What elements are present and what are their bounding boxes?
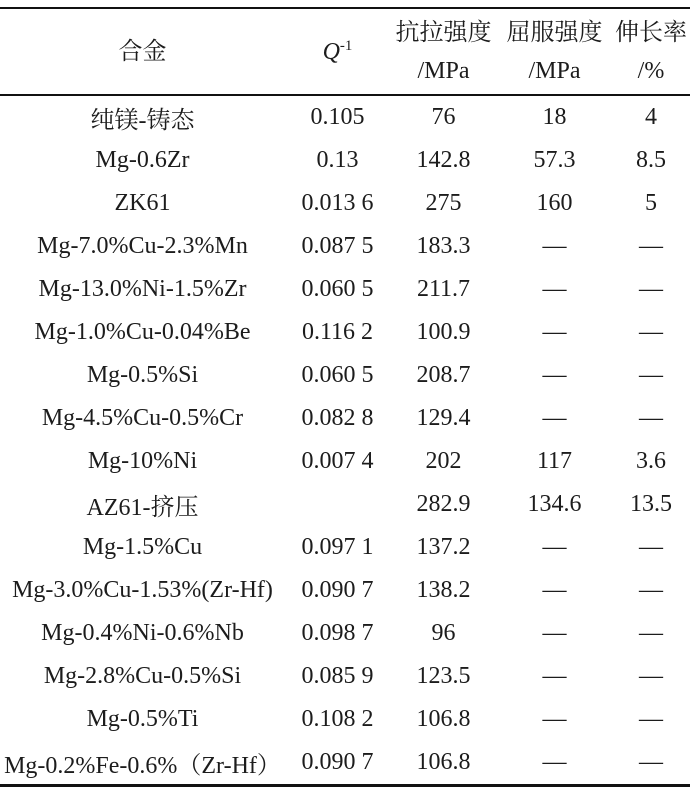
- q-inverse-cell: 0.085 9: [301, 663, 374, 689]
- yield-strength-cell: —: [542, 749, 567, 775]
- yield-strength-cell: 57.3: [533, 147, 576, 173]
- elongation-cell: —: [639, 749, 663, 775]
- alloy-cell: Mg-4.5%Cu-0.5%Cr: [41, 405, 244, 431]
- yield-strength-cell: 117: [536, 448, 573, 474]
- tensile-strength-cell: 138.2: [416, 577, 471, 603]
- alloy-cell: Mg-0.2%Fe-0.6%（Zr-Hf）: [4, 753, 281, 779]
- tensile-strength-cell: 100.9: [416, 319, 471, 345]
- yield-strength-cell: —: [542, 534, 567, 560]
- elongation-cell: 4: [645, 104, 657, 130]
- q-inverse-cell: 0.13: [316, 147, 359, 173]
- q-inverse-cell: 0.087 5: [301, 233, 374, 259]
- table-row: [0, 311, 690, 354]
- yield-strength-unit: /MPa: [528, 57, 581, 84]
- alloy-cell: Mg-7.0%Cu-2.3%Mn: [37, 233, 248, 259]
- q-inverse-cell: 0.060 5: [301, 276, 374, 302]
- table-row: [0, 139, 690, 182]
- yield-strength-cell: —: [542, 577, 567, 603]
- table-row: [0, 526, 690, 569]
- table-row: [0, 741, 690, 786]
- elongation-cell: —: [639, 405, 663, 431]
- tensile-strength-cell: 106.8: [416, 706, 471, 732]
- alloy-cell: Mg-10%Ni: [87, 448, 198, 474]
- elongation-cell: —: [639, 276, 663, 302]
- alloy-cell: Mg-0.6Zr: [95, 147, 190, 173]
- elongation-cell: —: [639, 577, 663, 603]
- alloy-cell: Mg-0.4%Ni-0.6%Nb: [41, 620, 244, 646]
- q-inverse-cell: 0.098 7: [301, 620, 374, 646]
- elongation-cell: 13.5: [630, 491, 672, 517]
- q-inverse-cell: 0.108 2: [301, 706, 374, 732]
- elongation-cell: 8.5: [636, 147, 666, 173]
- alloy-cell: 纯镁-铸态: [90, 108, 195, 134]
- table-row: [0, 569, 690, 612]
- tensile-strength-cell: 96: [431, 620, 456, 646]
- elongation-cell: —: [639, 620, 663, 646]
- yield-strength-cell: —: [542, 663, 567, 689]
- yield-strength-cell: 160: [536, 190, 573, 216]
- q-inverse-cell: 0.090 7: [301, 749, 374, 775]
- tensile-strength-cell: 211.7: [416, 276, 471, 302]
- alloy-cell: Mg-3.0%Cu-1.53%(Zr-Hf): [12, 577, 273, 603]
- alloy-cell: AZ61-挤压: [86, 495, 199, 521]
- table-row: [0, 268, 690, 311]
- table-header: [0, 8, 690, 95]
- q-inverse-cell: 0.116 2: [301, 319, 374, 345]
- table-row: [0, 612, 690, 655]
- yield-strength-cell: —: [542, 362, 567, 388]
- yield-strength-cell: —: [542, 233, 567, 259]
- tensile-strength-column-header: [390, 8, 497, 95]
- tensile-strength-unit: /MPa: [417, 57, 470, 84]
- tensile-strength-cell: 142.8: [416, 147, 471, 173]
- table-body: [0, 95, 690, 786]
- table-row: [0, 655, 690, 698]
- alloy-header-label: 合金: [118, 38, 167, 65]
- alloy-cell: Mg-0.5%Si: [86, 362, 199, 388]
- tensile-strength-cell: 123.5: [416, 663, 471, 689]
- alloy-cell: Mg-13.0%Ni-1.5%Zr: [38, 276, 247, 302]
- elongation-label: 伸长率: [615, 19, 687, 46]
- elongation-cell: —: [639, 663, 663, 689]
- alloy-cell: Mg-1.5%Cu: [82, 534, 203, 560]
- elongation-cell: 3.6: [636, 448, 666, 474]
- q-inverse-cell: 0.060 5: [301, 362, 374, 388]
- tensile-strength-cell: 208.7: [416, 362, 471, 388]
- elongation-cell: —: [639, 233, 663, 259]
- q-inverse-cell: [285, 483, 390, 526]
- table-row: [0, 440, 690, 483]
- q-inverse-cell: 0.007 4: [301, 448, 374, 474]
- tensile-strength-cell: 129.4: [416, 405, 471, 431]
- q-inverse-cell: 0.090 7: [301, 577, 374, 603]
- alloy-column-header: [0, 8, 285, 95]
- elongation-cell: —: [639, 706, 663, 732]
- table-row: [0, 182, 690, 225]
- tensile-strength-cell: 137.2: [416, 534, 471, 560]
- tensile-strength-cell: 275: [425, 190, 462, 216]
- table-row: [0, 698, 690, 741]
- table-row: [0, 354, 690, 397]
- q-inverse-cell: 0.082 8: [301, 405, 374, 431]
- elongation-unit: /%: [637, 57, 665, 84]
- header-row: [0, 8, 690, 95]
- yield-strength-column-header: [497, 8, 612, 95]
- elongation-cell: —: [639, 362, 663, 388]
- alloy-cell: Mg-0.5%Ti: [86, 706, 199, 732]
- yield-strength-cell: —: [542, 319, 567, 345]
- yield-strength-cell: 134.6: [527, 491, 582, 517]
- yield-strength-cell: —: [542, 276, 567, 302]
- yield-strength-cell: —: [542, 620, 567, 646]
- yield-strength-cell: —: [542, 405, 567, 431]
- elongation-cell: 5: [645, 190, 657, 216]
- yield-strength-cell: —: [542, 706, 567, 732]
- table-row: [0, 95, 690, 139]
- table-row: [0, 397, 690, 440]
- alloy-properties-table: [0, 7, 690, 787]
- tensile-strength-cell: 183.3: [416, 233, 471, 259]
- q-inverse-column-header: [285, 8, 390, 95]
- elongation-column-header: [612, 8, 690, 95]
- tensile-strength-cell: 282.9: [416, 491, 471, 517]
- elongation-cell: —: [639, 534, 663, 560]
- table-row: [0, 483, 690, 526]
- q-exponent: -1: [339, 37, 353, 54]
- q-inverse-cell: 0.013 6: [301, 190, 374, 216]
- alloy-cell: Mg-1.0%Cu-0.04%Be: [34, 319, 251, 345]
- q-inverse-cell: 0.105: [310, 104, 365, 130]
- yield-strength-cell: 18: [542, 104, 567, 130]
- table-row: [0, 225, 690, 268]
- tensile-strength-cell: 76: [431, 104, 456, 130]
- tensile-strength-label: 抗拉强度: [395, 19, 492, 46]
- tensile-strength-cell: 106.8: [416, 749, 471, 775]
- tensile-strength-cell: 202: [425, 448, 462, 474]
- q-inverse-cell: 0.097 1: [301, 534, 374, 560]
- yield-strength-label: 屈服强度: [506, 19, 603, 46]
- elongation-cell: —: [639, 319, 663, 345]
- alloy-cell: ZK61: [114, 190, 171, 216]
- alloy-cell: Mg-2.8%Cu-0.5%Si: [43, 663, 242, 689]
- q-symbol: Q: [322, 38, 340, 65]
